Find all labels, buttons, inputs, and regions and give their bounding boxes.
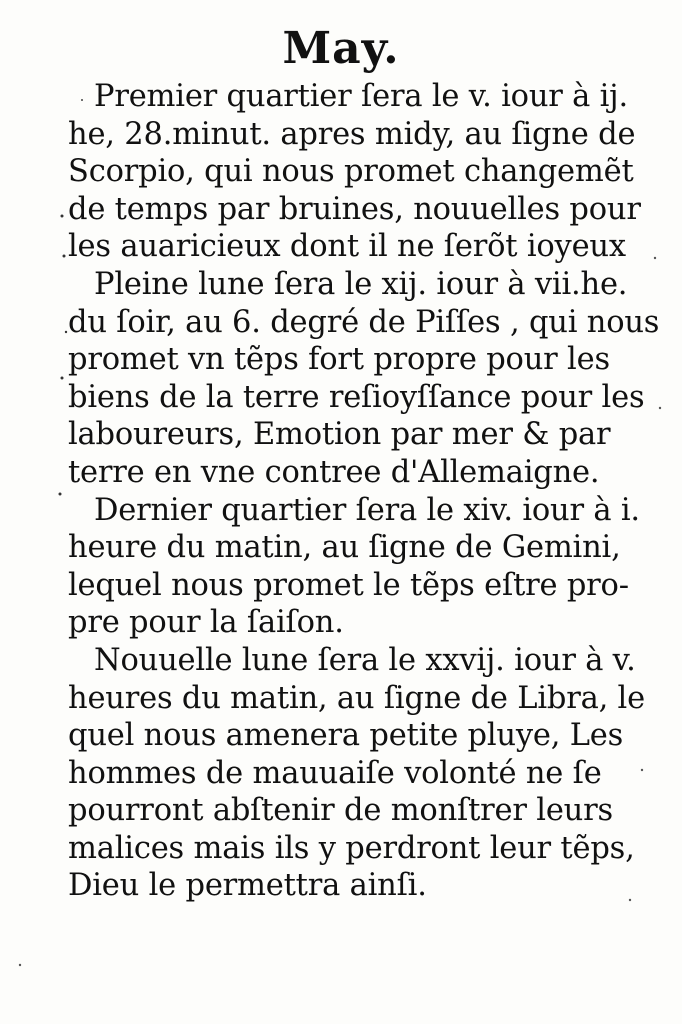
text-line: promet vn tẽps fort propre pour les <box>68 342 610 378</box>
text-line: du ſoir, au 6. degré de Piſſes , qui nous <box>68 304 660 340</box>
text-line: Pleine lune ſera le xij. iour à vii.he. <box>94 266 628 302</box>
text-line: heure du matin, au ſigne de Gemini, <box>68 530 621 566</box>
text-line: lequel nous promet le tẽps eſtre pro- <box>68 567 629 603</box>
text-line: terre en vne contree d'Allemaigne. <box>68 454 600 490</box>
text-line: Dieu le permettra ainſi. <box>68 868 427 904</box>
text-line: les auaricieux dont il ne ſerõt ioyeux <box>68 229 626 265</box>
text-line: Scorpio, qui nous promet changemẽt <box>68 154 634 190</box>
text-line: Nouuelle lune ſera le xxvij. iour à v. <box>94 642 636 678</box>
page-title: May. <box>282 23 400 74</box>
text-line: heures du matin, au ſigne de Libra, le <box>68 680 645 716</box>
text-line: pre pour la ſaiſon. <box>68 605 344 641</box>
text-line: hommes de mauuaiſe volonté ne ſe <box>68 755 602 791</box>
text-line: quel nous amenera petite pluye, Les <box>68 718 624 754</box>
text-line: malices mais ils y perdront leur tẽps, <box>68 830 635 866</box>
text-line: biens de la terre reſioyſſance pour les <box>68 379 645 415</box>
text-line: de temps par bruines, nouuelles pour <box>68 191 641 227</box>
text-line: pourront abſtenir de monſtrer leurs <box>68 793 613 829</box>
almanac-text <box>68 78 660 905</box>
text-line: laboureurs, Emotion par mer & par <box>68 417 611 453</box>
text-line: Dernier quartier ſera le xiv. iour à i. <box>94 492 640 528</box>
text-line: he, 28.minut. apres midy, au ſigne de <box>68 116 636 152</box>
text-line: Premier quartier ſera le v. iour à ij. <box>94 79 628 114</box>
